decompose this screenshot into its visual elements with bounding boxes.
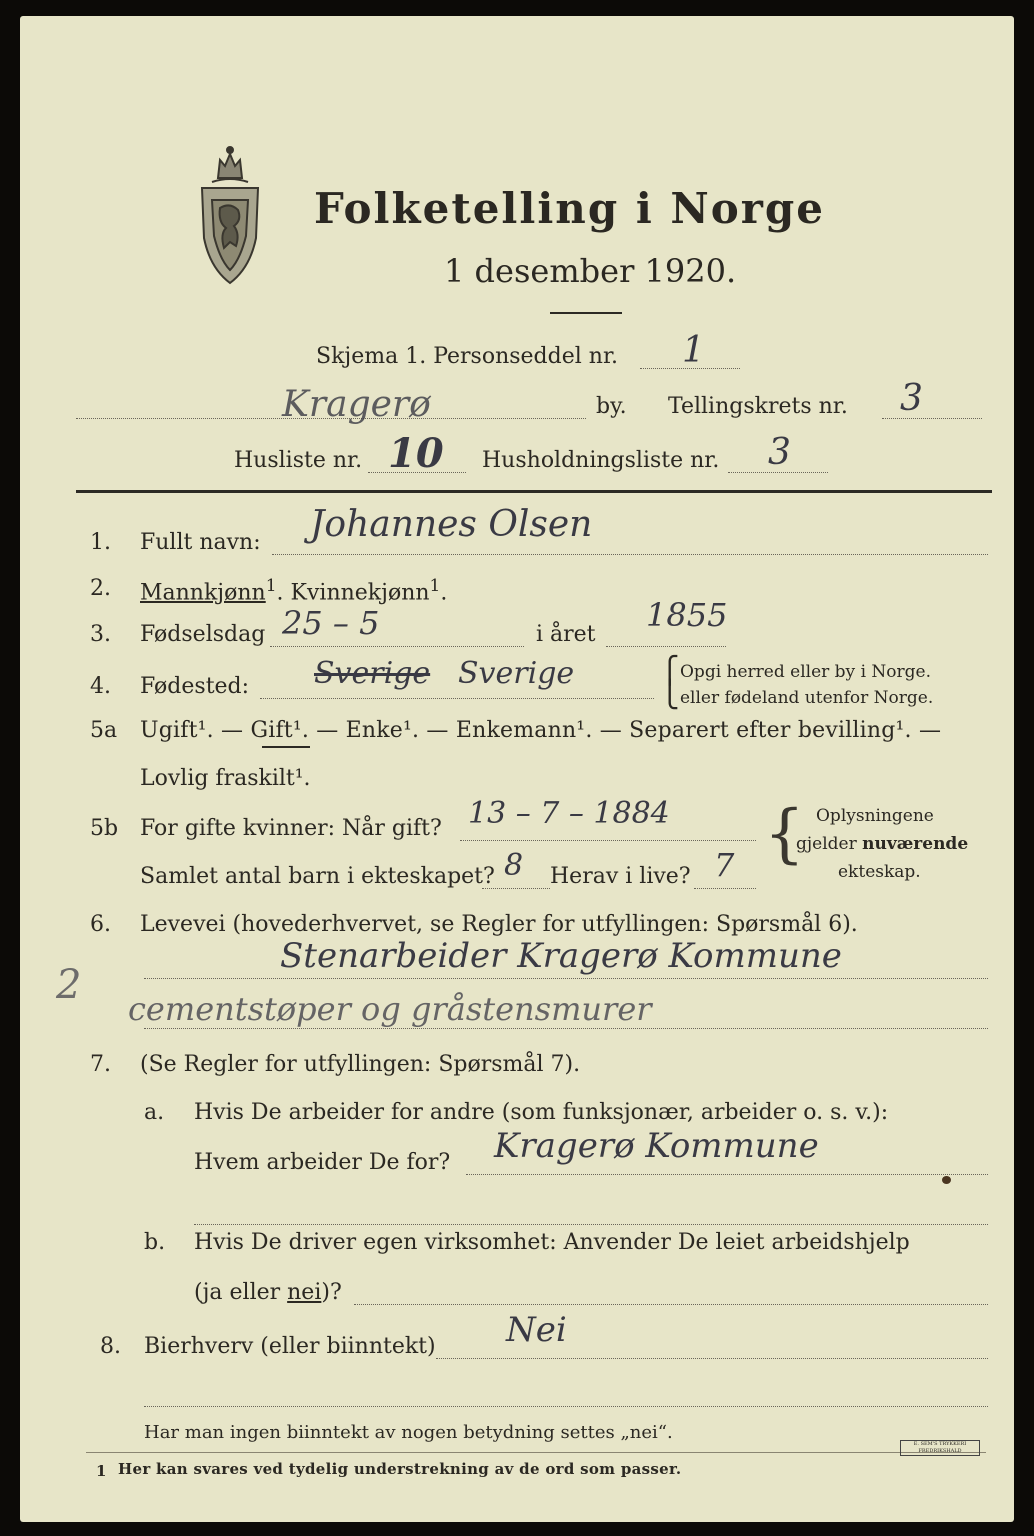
q6-answer-line1: Stenarbeider Kragerø Kommune bbox=[280, 936, 842, 976]
q7a-line2: Hvem arbeider De for? bbox=[194, 1150, 451, 1175]
q4-brace-bottom: ⎩ bbox=[660, 680, 680, 710]
norwegian-coat-of-arms-icon bbox=[190, 138, 270, 288]
q5b-alive-value: 7 bbox=[714, 846, 735, 884]
q8-number: 8. bbox=[100, 1334, 121, 1359]
q7a-letter: a. bbox=[144, 1100, 165, 1125]
q4-number: 4. bbox=[90, 674, 111, 699]
printer-stamp: E. SEM'S TRYKKERI FREDRIKSHALD bbox=[900, 1440, 980, 1456]
q7-number: 7. bbox=[90, 1052, 111, 1077]
q2-number: 2. bbox=[90, 576, 111, 601]
q5a-line1: Ugift¹. — Gift¹. — Enke¹. — Enkemann¹. — Separert efter bevilling¹. — bbox=[140, 718, 942, 743]
header-separator bbox=[76, 490, 992, 493]
q2-end: . bbox=[440, 580, 448, 606]
q5a-line2: Lovlig fraskilt¹. bbox=[140, 766, 311, 791]
q4-label: Fødested: bbox=[140, 674, 250, 699]
tellingskrets-line bbox=[882, 418, 982, 419]
q5b-brace: { bbox=[764, 797, 805, 871]
q7a-line1: Hvis De arbeider for andre (som funksjonær, arbeider o. s. v.): bbox=[194, 1100, 889, 1125]
q2-options bbox=[140, 576, 447, 605]
q1-line bbox=[272, 554, 988, 555]
q5a-number: 5a bbox=[90, 718, 118, 743]
title-divider bbox=[550, 312, 622, 314]
form-title: Folketelling i Norge bbox=[314, 184, 826, 233]
q2-option-female: Kvinnekjønn bbox=[290, 580, 430, 606]
q8-label: Bierhverv (eller biinntekt) bbox=[144, 1334, 436, 1359]
census-date: 1 desember 1920. bbox=[444, 252, 737, 290]
footnote-mark: 1 bbox=[96, 1462, 107, 1480]
husliste-label: Husliste nr. bbox=[234, 448, 363, 473]
q4-brace-top: ⎧ bbox=[660, 656, 680, 686]
q1-label: Fullt navn: bbox=[140, 530, 261, 555]
q3-day-line bbox=[270, 646, 524, 647]
q5b-label3: Herav i live? bbox=[550, 864, 691, 889]
tellingskrets-label: Tellingskrets nr. bbox=[668, 394, 848, 419]
q2-footnote-mark-2: 1 bbox=[429, 576, 441, 596]
skjema-label: Skjema 1. Personseddel nr. bbox=[316, 344, 619, 369]
q6-label: Levevei (hovederhvervet, se Regler for utfyllingen: Spørsmål 6). bbox=[140, 912, 858, 937]
bleed-through-text bbox=[900, 76, 905, 96]
q8-extra-line bbox=[144, 1406, 988, 1407]
q7a-extra-line bbox=[194, 1224, 988, 1225]
q5b-note-nuvaerende: nuværende bbox=[862, 834, 969, 854]
q5b-alive-line bbox=[694, 888, 756, 889]
q7b-post: )? bbox=[321, 1280, 342, 1305]
footnote-text: Her kan svares ved tydelig understrekning av de ord som passer. bbox=[118, 1460, 682, 1478]
q3-year-label: i året bbox=[536, 622, 596, 647]
q7b-pre: (ja eller bbox=[194, 1280, 288, 1305]
q5b-note-line3: ekteskap. bbox=[838, 862, 921, 882]
q5b-children-value: 8 bbox=[504, 848, 524, 883]
q7a-line bbox=[466, 1174, 988, 1175]
q4-answer-struck: Sverige bbox=[314, 656, 431, 691]
q8-line bbox=[436, 1358, 988, 1359]
q2-footnote-mark-1: 1 bbox=[265, 576, 277, 596]
q6-line2 bbox=[144, 1028, 988, 1029]
q5b-married-line bbox=[460, 840, 756, 841]
q2-separator: . bbox=[276, 580, 291, 606]
biinntekt-note: Har man ingen biinntekt av nogen betydning settes „nei“. bbox=[144, 1422, 673, 1443]
q5a-gift-underline bbox=[262, 746, 310, 748]
by-label: by. bbox=[596, 394, 627, 419]
q5b-note-line1: Oplysningene bbox=[816, 806, 934, 826]
q5b-married-value: 13 – 7 – 1884 bbox=[468, 796, 670, 831]
personseddel-value: 1 bbox=[682, 330, 705, 371]
q4-answer: Sverige bbox=[458, 656, 575, 691]
q7a-answer: Kragerø Kommune bbox=[494, 1126, 819, 1166]
q7-label: (Se Regler for utfyllingen: Spørsmål 7). bbox=[140, 1052, 581, 1077]
husliste-value: 10 bbox=[388, 430, 444, 477]
q7b-line1: Hvis De driver egen virksomhet: Anvender De leiet arbeidshjelp bbox=[194, 1230, 910, 1255]
q5b-label1: For gifte kvinner: Når gift? bbox=[140, 816, 442, 841]
q3-year-value: 1855 bbox=[646, 596, 728, 634]
q3-year-line bbox=[606, 646, 726, 647]
q6-number: 6. bbox=[90, 912, 111, 937]
q7b-line bbox=[354, 1304, 988, 1305]
q6-margin-mark: 2 bbox=[56, 962, 82, 1008]
footnote-separator bbox=[86, 1452, 986, 1453]
q7b-nei: nei bbox=[287, 1280, 322, 1305]
husholdning-label: Husholdningsliste nr. bbox=[482, 448, 720, 473]
q5b-note-line2 bbox=[796, 834, 968, 854]
q4-note-line2: eller fødeland utenfor Norge. bbox=[680, 688, 934, 708]
q3-day-value: 25 – 5 bbox=[282, 604, 380, 642]
q6-line1 bbox=[144, 978, 988, 979]
census-form-page bbox=[20, 16, 1014, 1522]
q3-label: Fødselsdag bbox=[140, 622, 266, 647]
q8-answer: Nei bbox=[506, 1310, 567, 1350]
q1-number: 1. bbox=[90, 530, 111, 555]
by-value: Kragerø bbox=[282, 384, 431, 425]
q5b-children-line bbox=[482, 888, 550, 889]
tellingskrets-value: 3 bbox=[900, 378, 923, 419]
q4-note-line1: Opgi herred eller by i Norge. bbox=[680, 662, 931, 682]
q7b-line2 bbox=[194, 1280, 342, 1305]
q1-answer: Johannes Olsen bbox=[310, 504, 593, 545]
husholdning-value: 3 bbox=[768, 432, 791, 473]
ink-blot bbox=[942, 1176, 951, 1184]
q7b-letter: b. bbox=[144, 1230, 166, 1255]
q6-answer-line2: cementstøper og gråstensmurer bbox=[128, 990, 652, 1028]
q4-line bbox=[260, 698, 654, 699]
q5b-number: 5b bbox=[90, 816, 119, 841]
q2-option-male: Mannkjønn bbox=[140, 580, 266, 606]
q5b-label2: Samlet antal barn i ekteskapet? bbox=[140, 864, 495, 889]
q5b-note-gjelder: gjelder bbox=[796, 834, 863, 854]
q3-number: 3. bbox=[90, 622, 111, 647]
